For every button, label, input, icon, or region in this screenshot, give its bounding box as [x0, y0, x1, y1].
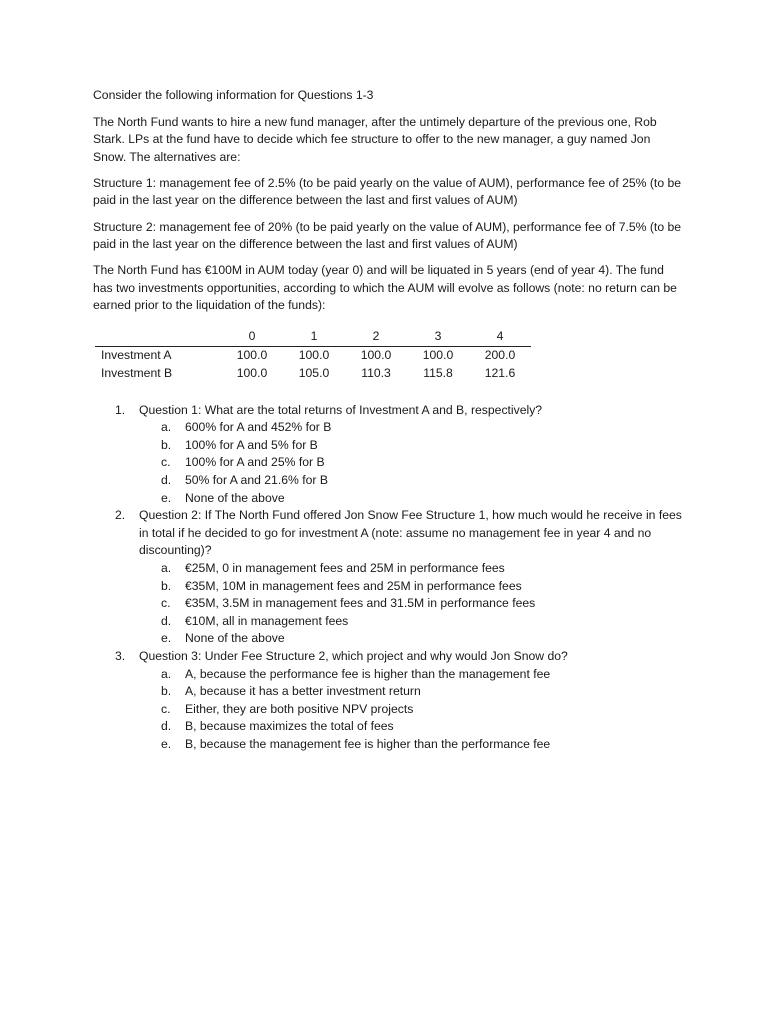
- option-text: €10M, all in management fees: [185, 613, 349, 628]
- option-item: [139, 490, 683, 508]
- question-item: [93, 648, 683, 754]
- option-item: [139, 437, 683, 455]
- table-cell: 100.0: [360, 347, 392, 362]
- table-header-cell: 0: [221, 328, 283, 346]
- option-letter: b.: [161, 437, 172, 452]
- option-letter: d.: [161, 719, 172, 734]
- option-text: €25M, 0 in management fees and 25M in performance fees: [185, 560, 505, 575]
- question-item: [93, 402, 683, 508]
- option-text: Either, they are both positive NPV projects: [185, 701, 414, 716]
- paragraph-aum: The North Fund has €100M in AUM today (year 0) and will be liquated in 5 years (end of year 4). The fund has two investments opportunities, according to which the AUM will evolve as follows (note: no return can be earned prior to the liquidation of the funds):: [93, 263, 677, 313]
- option-item: [139, 701, 683, 719]
- table-cell: 100.0: [298, 347, 330, 362]
- question-text: Question 1: What are the total returns of Investment A and B, respectively?: [139, 402, 543, 417]
- option-text: None of the above: [185, 631, 285, 646]
- option-letter: a.: [161, 666, 172, 681]
- aum-table: [95, 328, 531, 383]
- question-item: [93, 507, 683, 648]
- option-letter: d.: [161, 613, 172, 628]
- option-letter: c.: [161, 455, 171, 470]
- option-text: 50% for A and 21.6% for B: [185, 473, 328, 487]
- table-header-cell: 3: [407, 328, 469, 346]
- table-cell: Investment A: [101, 347, 172, 362]
- option-list: [139, 419, 683, 507]
- option-text: B, because the management fee is higher than the performance fee: [185, 736, 551, 751]
- table-cell: 115.8: [423, 365, 453, 380]
- table-row: [95, 346, 531, 365]
- option-item: [139, 613, 683, 631]
- table-cell: 121.6: [484, 365, 516, 380]
- option-item: [139, 419, 683, 437]
- table-cell: 100.0: [422, 347, 454, 362]
- option-item: [139, 683, 683, 701]
- table-cell: Investment B: [101, 365, 173, 380]
- table-header-cell: 2: [345, 328, 407, 346]
- table-header-row: [95, 328, 531, 346]
- option-text: B, because maximizes the total of fees: [185, 719, 394, 734]
- option-item: [139, 454, 683, 472]
- option-text: A, because it has a better investment return: [185, 684, 421, 699]
- option-text: 100% for A and 25% for B: [185, 455, 325, 470]
- question-number: 1.: [115, 402, 126, 417]
- option-letter: e.: [161, 736, 172, 751]
- option-item: [139, 560, 683, 578]
- option-letter: a.: [161, 420, 172, 435]
- option-item: [139, 736, 683, 754]
- table-header-cell: [95, 328, 221, 346]
- option-text: €35M, 10M in management fees and 25M in performance fees: [185, 578, 522, 593]
- option-item: [139, 472, 683, 490]
- option-text: 600% for A and 452% for B: [185, 420, 332, 435]
- option-item: [139, 578, 683, 596]
- table-cell: 100.0: [236, 365, 268, 380]
- paragraph-structure-1: Structure 1: management fee of 2.5% (to be paid yearly on the value of AUM), performance fee of 25% (to be paid in the last year on the difference between the last and first values of AUM): [93, 175, 682, 208]
- option-letter: e.: [161, 490, 172, 505]
- option-list: [139, 666, 683, 754]
- table-cell: 110.3: [361, 365, 391, 380]
- option-text: A, because the performance fee is higher than the management fee: [185, 666, 551, 681]
- option-item: [139, 630, 683, 648]
- table-cell: 100.0: [236, 347, 268, 362]
- option-letter: c.: [161, 701, 171, 716]
- table-cell: 200.0: [484, 347, 516, 362]
- question-number: 2.: [115, 508, 126, 523]
- intro-line: Consider the following information for Questions 1-3: [93, 88, 374, 102]
- question-number: 3.: [115, 648, 126, 663]
- table-cell: 105.0: [298, 365, 330, 380]
- option-item: [139, 718, 683, 736]
- option-text: 100% for A and 5% for B: [185, 437, 318, 452]
- option-letter: a.: [161, 560, 172, 575]
- paragraph-context: The North Fund wants to hire a new fund manager, after the untimely departure of the previous one, Rob Stark. LPs at the fund have to decide which fee structure to offer to the new manager, a guy named Jon Snow. The alternatives are:: [93, 114, 657, 164]
- option-text: €35M, 3.5M in management fees and 31.5M in performance fees: [185, 596, 536, 611]
- option-list: [139, 560, 683, 648]
- question-text: Question 2: If The North Fund offered Jon Snow Fee Structure 1, how much would he receive in fees in total if he decided to go for investment A (note: assume no management fee in year 4 and no discounting)?: [139, 508, 682, 558]
- option-item: [139, 666, 683, 684]
- option-letter: e.: [161, 631, 172, 646]
- option-item: [139, 595, 683, 613]
- option-letter: d.: [161, 473, 172, 487]
- table-header-cell: 4: [469, 328, 531, 346]
- document-page: [93, 87, 683, 754]
- option-letter: b.: [161, 578, 172, 593]
- table-header-cell: 1: [283, 328, 345, 346]
- question-list: [93, 402, 683, 754]
- option-letter: b.: [161, 684, 172, 699]
- paragraph-structure-2: Structure 2: management fee of 20% (to be paid yearly on the value of AUM), performance fee of 7.5% (to be paid in the last year on the difference between the last and first values of AUM): [93, 219, 682, 252]
- option-text: None of the above: [185, 490, 285, 505]
- option-letter: c.: [161, 596, 171, 611]
- question-text: Question 3: Under Fee Structure 2, which project and why would Jon Snow do?: [139, 648, 568, 663]
- table-row: [95, 365, 531, 383]
